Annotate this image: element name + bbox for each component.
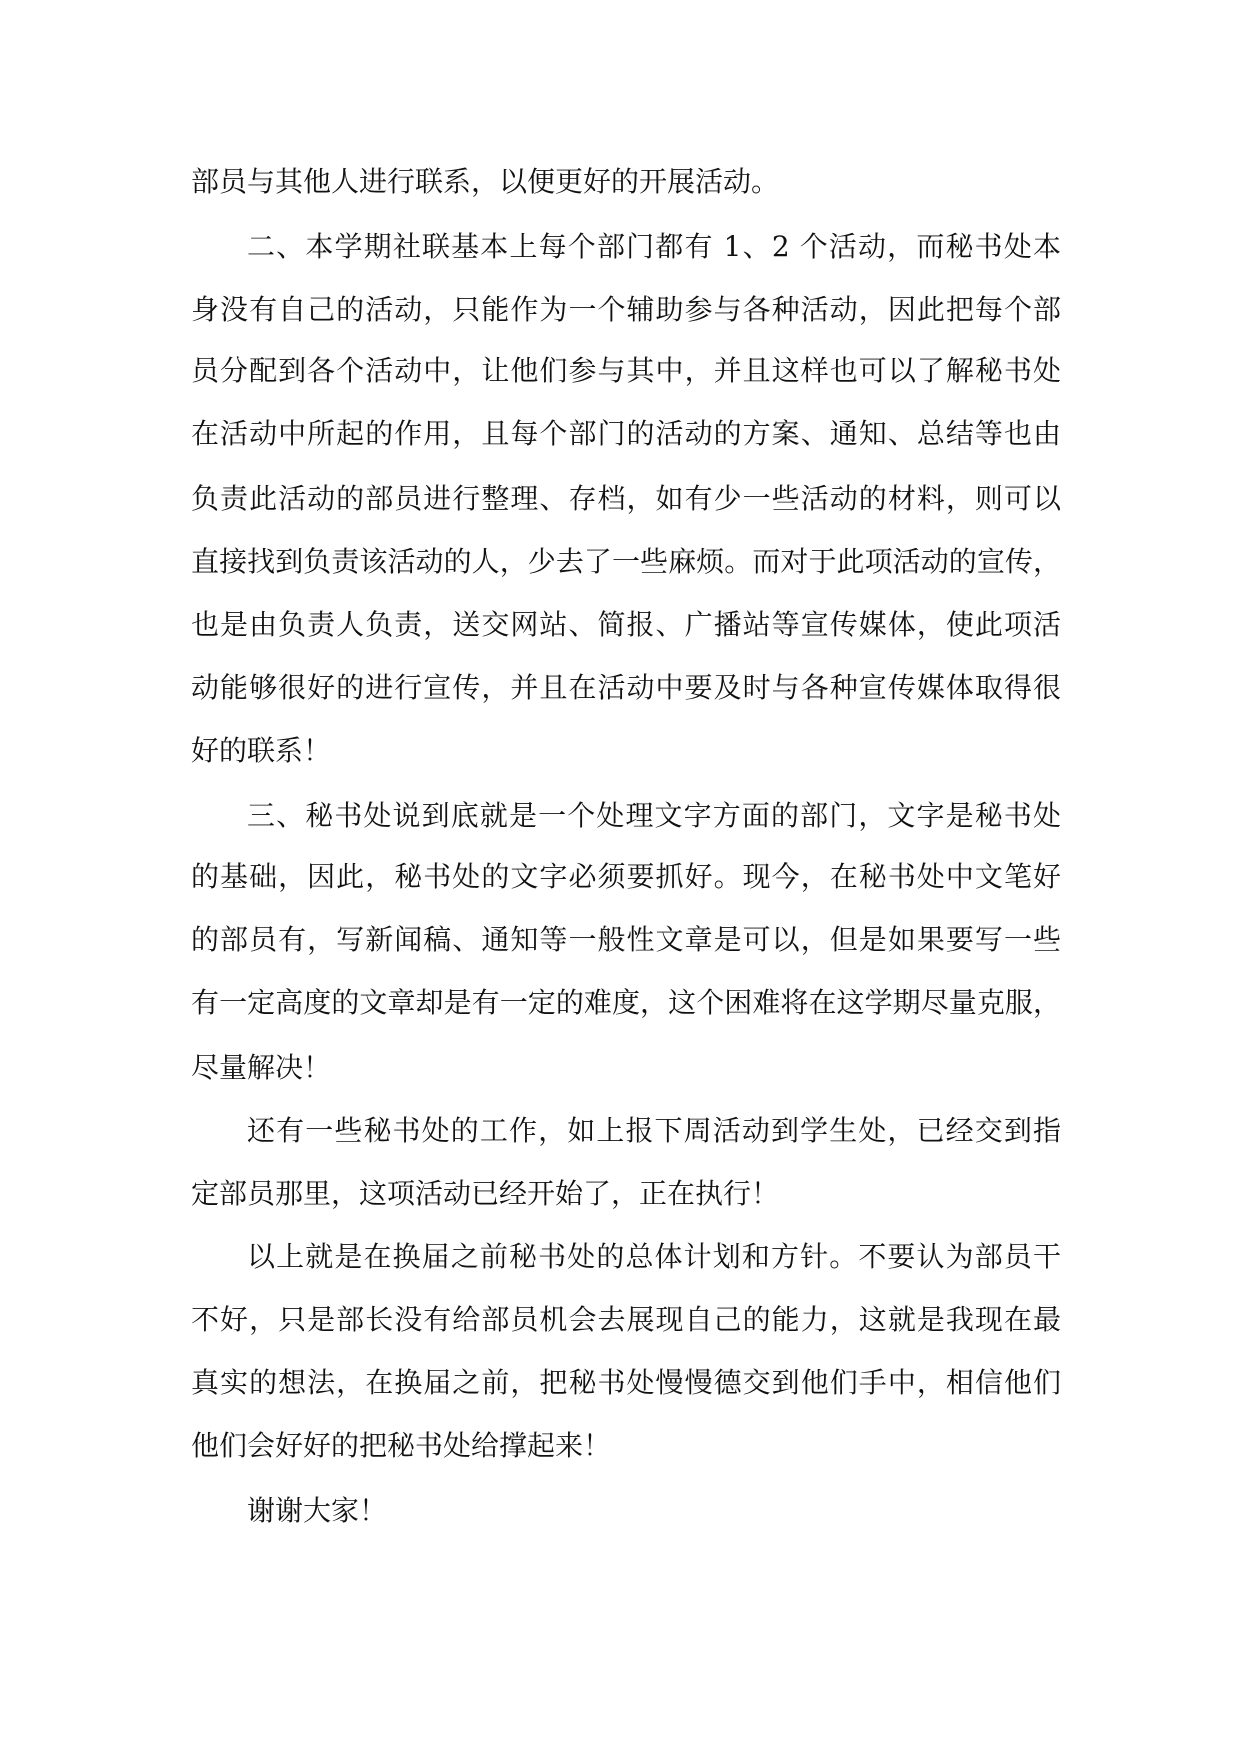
text-line-8: 也是由负责人负责，送交网站、简报、广播站等宣传媒体，使此项活: [191, 608, 1061, 641]
text-line-2: 二、本学期社联基本上每个部门都有 1、2 个活动，而秘书处本: [247, 230, 1061, 263]
text-line-7: 直接找到负责该活动的人，少去了一些麻烦。而对于此项活动的宣传，: [191, 545, 1061, 578]
text-line-16: 还有一些秘书处的工作，如上报下周活动到学生处，已经交到指: [247, 1114, 1061, 1147]
text-line-15: 尽量解决！: [191, 1051, 332, 1084]
text-line-1: 部员与其他人进行联系，以便更好的开展活动。: [191, 165, 780, 198]
text-line-3: 身没有自己的活动，只能作为一个辅助参与各种活动，因此把每个部: [191, 293, 1061, 326]
text-line-14: 有一定高度的文章却是有一定的难度，这个困难将在这学期尽量克服，: [191, 986, 1061, 1019]
text-line-11: 三、秘书处说到底就是一个处理文字方面的部门，文字是秘书处: [247, 799, 1061, 832]
text-line-18: 以上就是在换届之前秘书处的总体计划和方针。不要认为部员干: [247, 1240, 1061, 1273]
text-line-13: 的部员有，写新闻稿、通知等一般性文章是可以，但是如果要写一些: [191, 923, 1061, 956]
text-line-10: 好的联系！: [191, 734, 332, 767]
text-line-9: 动能够很好的进行宣传，并且在活动中要及时与各种宣传媒体取得很: [191, 671, 1061, 704]
text-line-17: 定部员那里，这项活动已经开始了，正在执行！: [191, 1177, 780, 1210]
text-line-6: 负责此活动的部员进行整理、存档，如有少一些活动的材料，则可以: [191, 482, 1061, 515]
text-line-12: 的基础，因此，秘书处的文字必须要抓好。现今，在秘书处中文笔好: [191, 860, 1061, 893]
text-line-21: 他们会好好的把秘书处给撑起来！: [191, 1429, 612, 1462]
text-line-5: 在活动中所起的作用，且每个部门的活动的方案、通知、总结等也由: [191, 417, 1061, 450]
text-line-22: 谢谢大家！: [247, 1494, 388, 1527]
text-line-19: 不好，只是部长没有给部员机会去展现自己的能力，这就是我现在最: [191, 1303, 1061, 1336]
text-line-20: 真实的想法，在换届之前，把秘书处慢慢德交到他们手中，相信他们: [191, 1366, 1061, 1399]
text-line-4: 员分配到各个活动中，让他们参与其中，并且这样也可以了解秘书处: [191, 354, 1061, 387]
